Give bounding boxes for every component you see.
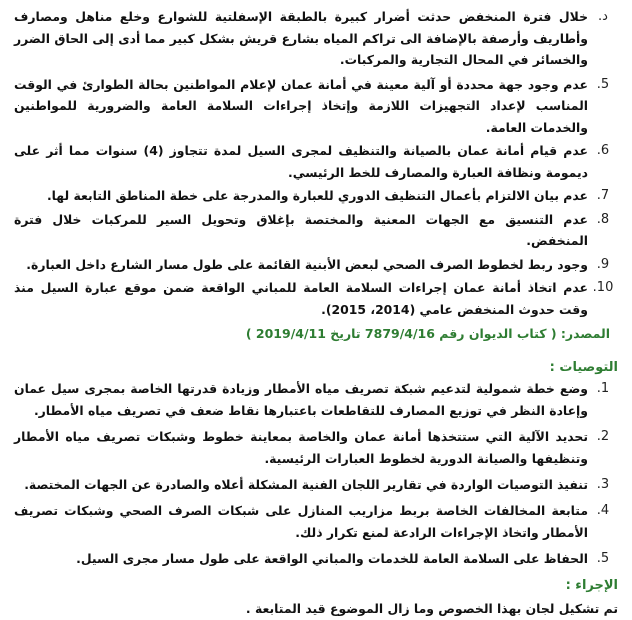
finding-marker: 7.: [596, 188, 610, 203]
finding-text: خلال فترة المنخفض حدثت أضرار كبيرة بالطبقة الإسفلتية للشوارع وخلع مناهل ومصارف وأطاريف وأرصفة بالإضافة الى تراكم المياه بشارع قريش بشكل كبير مما أدى إلى الحاق الضرر والخسائر في المحال التجارية والمركبات.: [14, 9, 588, 67]
recommendation-marker: 4.: [596, 503, 610, 518]
finding-item: [14, 277, 618, 320]
finding-item: [14, 140, 618, 183]
procedure-heading: الإجراء :: [565, 578, 618, 593]
finding-item: [14, 74, 618, 139]
recommendation-item: [14, 548, 618, 570]
finding-text: عدم وجود جهة محددة أو آلية معينة في أمانة عمان لإعلام المواطنين بحالة الطوارئ في الوقت المناسب لإعداد التجهيزات اللازمة وإتخاذ إجراءات السلامة العامة والضرورية للمواطنين والخدمات العامة.: [14, 76, 588, 135]
recommendations-heading: التوصيات :: [549, 360, 618, 375]
recommendation-item: [14, 426, 618, 470]
recommendation-text: تحديد الآلية التي ستتخذها أمانة عمان والخاصة بمعاينة خطوط وشبكات تصريف مياه الأمطار وتنظيفها والصيانة الدورية لخطوط العبارات الرئيسية.: [14, 429, 588, 466]
finding-marker: د.: [598, 9, 608, 24]
recommendation-item: [14, 378, 618, 422]
recommendation-marker: 5.: [596, 551, 610, 566]
finding-item: [14, 254, 618, 276]
finding-text: وجود ربط لخطوط الصرف الصحي لبعض الأبنية القائمة على طول مسار الشارع داخل العبارة.: [26, 256, 588, 272]
recommendation-item: [14, 500, 618, 544]
finding-marker: 10.: [592, 280, 614, 295]
recommendation-marker: 3.: [596, 477, 610, 492]
finding-marker: 9.: [596, 256, 610, 272]
finding-text: عدم بيان الالتزام بأعمال التنظيف الدوري للعبارة والمدرجة على خطة المناطق التابعة لها.: [46, 188, 588, 203]
finding-text: عدم التنسيق مع الجهات المعنية والمختصة بإغلاق وتحويل السير للمركبات خلال فترة المنخفض.: [14, 211, 588, 248]
source-reference: المصدر: ( كتاب الديوان رقم 7879/4/16 تاريخ 2019/4/11 ): [245, 326, 610, 341]
recommendation-text: الحفاظ على السلامة العامة للخدمات والمباني الواقعة على طول مسار مجرى السيل.: [76, 551, 588, 566]
findings-list: [14, 6, 618, 320]
recommendation-marker: 1.: [596, 381, 610, 396]
recommendation-text: متابعة المخالفات الخاصة بربط مزاريب المنازل على شبكات الصرف الصحي وشبكات تصريف الأمطار واتخاذ الإجراءات الرادعة لمنع تكرار ذلك.: [14, 503, 588, 540]
recommendation-item: [14, 474, 618, 496]
recommendation-text: وضع خطة شمولية لتدعيم شبكة تصريف مياه الأمطار وزيادة قدرتها الخاصة بمجرى سيل عمان وإعادة النظر في توزيع المصارف للتقاطعات باعتبارها نقاط ضعف في تصريف مياه الأمطار.: [14, 381, 588, 418]
finding-text: عدم اتخاذ أمانة عمان إجراءات السلامة العامة للمباني الواقعة ضمن موقع عبارة السيل منذ وقت حدوث المنخفض عامي (2014، 2015).: [14, 280, 588, 317]
recommendation-text: تنفيذ التوصيات الواردة في تقارير اللجان الفنية المشكلة أعلاه والصادرة عن الجهات المختصة.: [24, 477, 588, 492]
finding-item: [14, 6, 618, 71]
finding-marker: 8.: [596, 211, 610, 227]
finding-marker: 6.: [596, 143, 610, 158]
finding-marker: 5.: [596, 76, 610, 92]
recommendations-list: [14, 378, 618, 570]
recommendation-marker: 2.: [596, 429, 610, 444]
finding-text: عدم قيام أمانة عمان بالصيانة والتنظيف لمجرى السيل لمدة تتجاوز (4) سنوات مما أثر على ديمومة ونظافة العبارة والمصارف للخط الرئيسي.: [14, 143, 588, 180]
procedure-text: تم تشكيل لجان بهذا الخصوص وما زال الموضوع قيد المتابعة .: [245, 601, 618, 616]
finding-item: [14, 209, 618, 252]
finding-item: [14, 185, 618, 207]
